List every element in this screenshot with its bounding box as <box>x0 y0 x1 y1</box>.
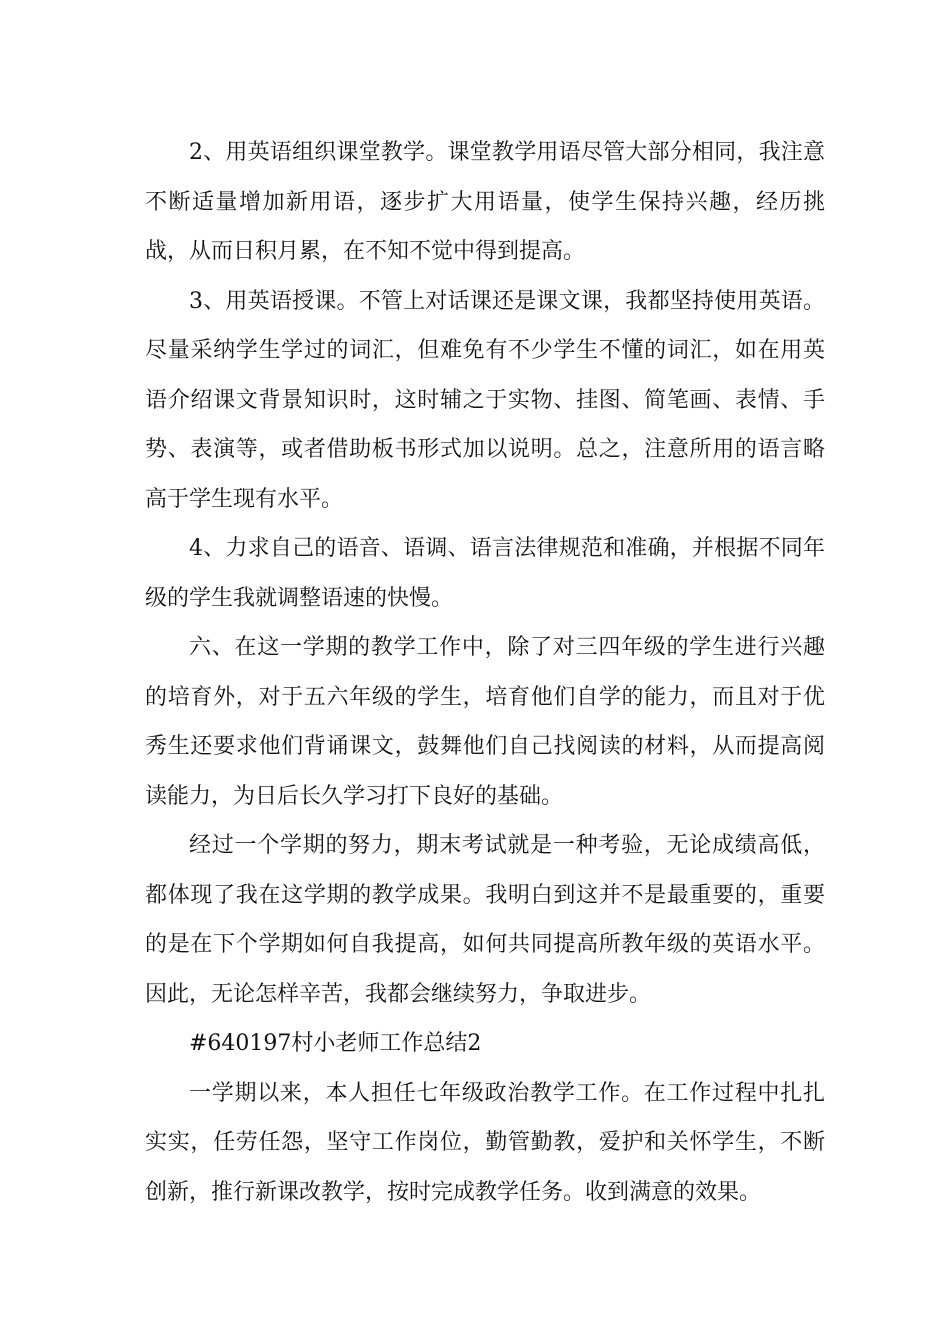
paragraph-2: 2、用英语组织课堂教学。课堂教学用语尽管大部分相同，我注意不断适量增加新用语，逐步扩大用语量，使学生保持兴趣，经历挑战，从而日积月累，在不知不觉中得到提高。 <box>145 140 825 264</box>
paragraph-summary-intro: 一学期以来，本人担任七年级政治教学工作。在工作过程中扎扎实实，任劳任怨，坚守工作岗位，勤管勤教，爱护和关怀学生，不断创新，推行新课改教学，按时完成教学任务。收到满意的效果。 <box>145 1080 825 1205</box>
paragraph-conclusion: 经过一个学期的努力，期末考试就是一种考验，无论成绩高低，都体现了我在这学期的教学成果。我明白到这并不是最重要的，重要的是在下个学期如何自我提高，如何共同提高所教年级的英语水平。因此，无论怎样辛苦，我都会继续努力，争取进步。 <box>145 833 825 1007</box>
paragraph-6: 六、在这一学期的教学工作中，除了对三四年级的学生进行兴趣的培育外，对于五六年级的学生，培育他们自学的能力，而且对于优秀生还要求他们背诵课文，鼓舞他们自己找阅读的材料，从而提高阅读能力，为日后长久学习打下良好的基础。 <box>145 635 825 809</box>
document-body <box>145 128 825 1217</box>
paragraph-4: 4、力求自己的语音、语调、语言法律规范和准确，并根据不同年级的学生我就调整语速的快慢。 <box>145 536 825 611</box>
section-heading: #640197村小老师工作总结2 <box>189 1031 482 1056</box>
paragraph-3: 3、用英语授课。不管上对话课还是课文课，我都坚持使用英语。尽量采纳学生学过的词汇，但难免有不少学生不懂的词汇，如在用英语介绍课文背景知识时，这时辅之于实物、挂图、简笔画、表情、手势、表演等，或者借助板书形式加以说明。总之，注意所用的语言略高于学生现有水平。 <box>145 288 825 512</box>
